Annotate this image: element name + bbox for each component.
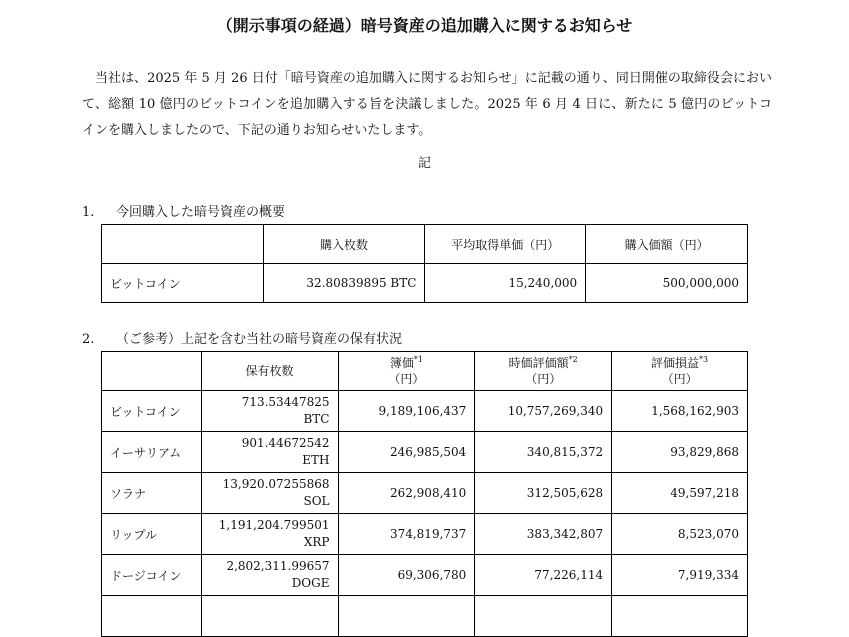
holdings-table — [101, 351, 748, 637]
market-value: 340,815,372 — [475, 432, 612, 473]
cut-off-cell — [102, 596, 202, 637]
purchase-quantity: 32.80839895 BTC — [263, 264, 425, 303]
holding-unit: BTC — [303, 412, 330, 426]
holding-quantity — [201, 391, 338, 432]
table-row — [102, 473, 748, 514]
market-value-label: 時価評価額 — [508, 356, 569, 370]
holding-amount: 713.53447825 — [241, 395, 330, 409]
holding-quantity — [201, 555, 338, 596]
intro-paragraph: 当社は、2025 年 5 月 26 日付「暗号資産の追加購入に関するお知らせ」に記載の通り、同日開催の取締役会において、総額 10 億円のビットコインを追加購入する旨を決議しました。2025 年 6 月 4 日に、新たに 5 億円のビットコインを購入しましたので、下記の通りお知らせいたします。 — [82, 71, 772, 138]
holding-unit: DOGE — [291, 576, 330, 590]
book-value-label: 簿価 — [389, 356, 414, 370]
yen-unit: （円） — [525, 372, 562, 386]
yen-unit: （円） — [388, 372, 425, 386]
holding-unit: ETH — [302, 453, 330, 467]
header-amount: 購入価額（円） — [586, 225, 748, 264]
header-gain-loss — [612, 352, 748, 391]
asset-name: ソラナ — [102, 473, 202, 514]
yen-unit: （円） — [661, 372, 698, 386]
asset-name: リップル — [102, 514, 202, 555]
book-value: 374,819,737 — [338, 514, 475, 555]
section2-heading — [82, 330, 402, 350]
holding-quantity — [201, 514, 338, 555]
market-value: 312,505,628 — [475, 473, 612, 514]
header-market-value — [475, 352, 612, 391]
book-value: 246,985,504 — [338, 432, 475, 473]
market-value: 10,757,269,340 — [475, 391, 612, 432]
table-row-partial — [102, 596, 748, 637]
table-row — [102, 514, 748, 555]
holding-amount: 901.44672542 — [241, 436, 330, 450]
header-quantity: 購入枚数 — [263, 225, 425, 264]
section1-heading — [82, 203, 285, 223]
table-header-row — [102, 225, 748, 264]
header-blank — [102, 225, 264, 264]
purchase-amount: 500,000,000 — [586, 264, 748, 303]
header-book-value — [338, 352, 475, 391]
book-value: 9,189,106,437 — [338, 391, 475, 432]
table-row — [102, 555, 748, 596]
holding-unit: XRP — [303, 535, 330, 549]
holding-amount: 13,920.07255868 — [222, 477, 330, 491]
asset-name: ドージコイン — [102, 555, 202, 596]
asset-name: ビットコイン — [102, 264, 264, 303]
cut-off-cell — [201, 596, 338, 637]
gain-loss: 93,829,868 — [612, 432, 748, 473]
market-value-note: *2 — [568, 355, 578, 364]
asset-name: イーサリアム — [102, 432, 202, 473]
gain-loss: 1,568,162,903 — [612, 391, 748, 432]
ki-heading: 記 — [417, 156, 431, 171]
document-title: （開示事項の経過）暗号資産の追加購入に関するお知らせ — [216, 16, 633, 35]
gain-loss: 49,597,218 — [612, 473, 748, 514]
table-header-row — [102, 352, 748, 391]
table-row — [102, 391, 748, 432]
section2-title: （ご参考）上記を含む当社の暗号資産の保有状況 — [116, 332, 403, 347]
market-value: 383,342,807 — [475, 514, 612, 555]
holding-quantity — [201, 473, 338, 514]
table-row — [102, 432, 748, 473]
gain-loss-note: *3 — [699, 355, 709, 364]
book-value: 69,306,780 — [338, 555, 475, 596]
header-unit-price: 平均取得単価（円） — [425, 225, 586, 264]
asset-name: ビットコイン — [102, 391, 202, 432]
section1-title: 今回購入した暗号資産の概要 — [116, 205, 286, 220]
gain-loss: 8,523,070 — [612, 514, 748, 555]
section2-number: 2. — [82, 332, 95, 347]
average-unit-price: 15,240,000 — [425, 264, 586, 303]
market-value: 77,226,114 — [475, 555, 612, 596]
book-value-note: *1 — [413, 355, 423, 364]
cut-off-cell — [475, 596, 612, 637]
holding-amount: 1,191,204.799501 — [218, 518, 330, 532]
purchase-summary-table — [101, 224, 748, 303]
section1-number: 1. — [82, 205, 95, 220]
table-row — [102, 264, 748, 303]
cut-off-cell — [612, 596, 748, 637]
header-holdings: 保有枚数 — [201, 352, 338, 391]
gain-loss-label: 評価損益 — [651, 356, 700, 370]
holding-quantity — [201, 432, 338, 473]
holding-unit: SOL — [303, 494, 330, 508]
header-blank — [102, 352, 202, 391]
book-value: 262,908,410 — [338, 473, 475, 514]
gain-loss: 7,919,334 — [612, 555, 748, 596]
cut-off-cell — [338, 596, 475, 637]
holding-amount: 2,802,311.99657 — [226, 559, 330, 573]
